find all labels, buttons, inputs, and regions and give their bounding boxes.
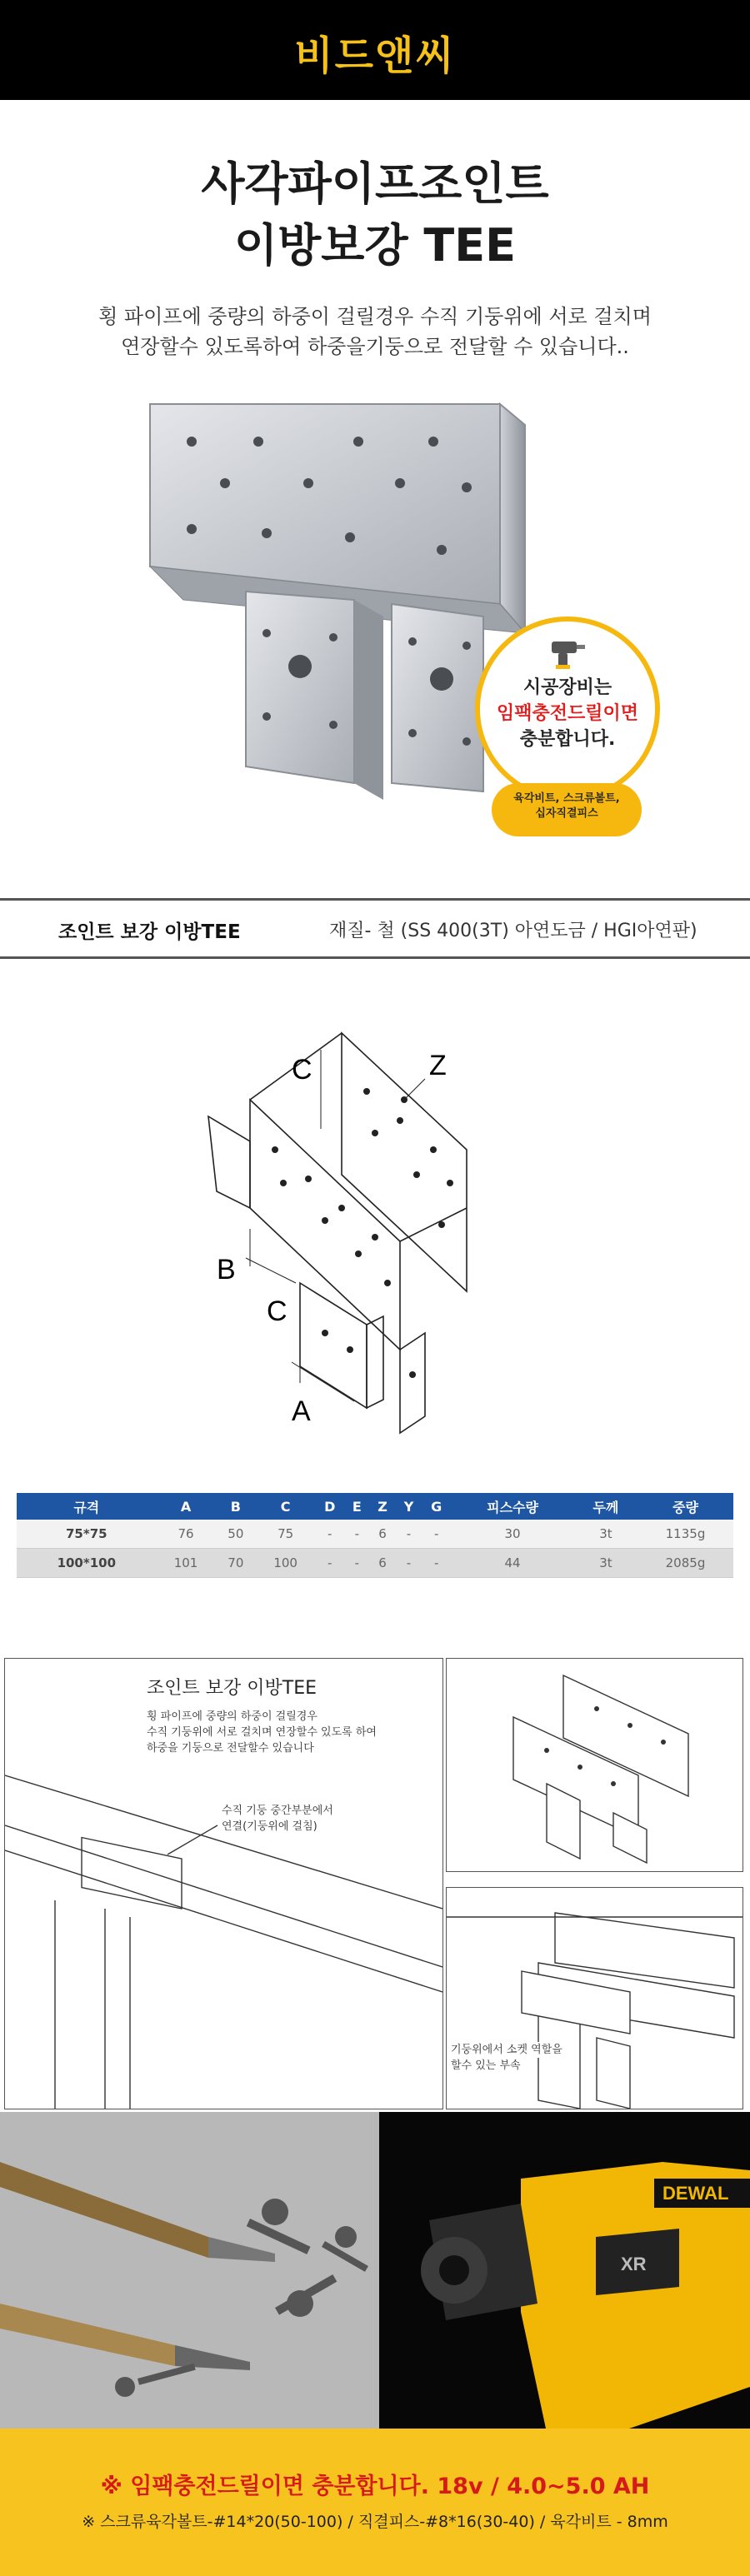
install-panel-part: [446, 1658, 743, 1872]
product-title-line1: 사각파이프조인트: [201, 157, 549, 210]
table-cell: 44: [451, 1549, 574, 1578]
impact-driver-photo: [379, 2112, 750, 2429]
table-cell: 70: [215, 1549, 256, 1578]
table-cell: -: [396, 1549, 422, 1578]
socket-sketch: [447, 1888, 742, 2109]
dim-label-c-top: C: [292, 1054, 312, 1086]
description-line1: 횡 파이프에 중량의 하중이 걸릴경우 수직 기둥위에 서로 걸치며: [98, 305, 652, 328]
install-text-1: 횡 파이프에 중량의 하중이 걸릴경우: [147, 1710, 318, 1723]
col-header: E: [344, 1493, 369, 1520]
description-line2: 연장할수 있도록하여 하중을기둥으로 전달할 수 있습니다..: [121, 335, 629, 358]
install-note-2a: 기둥위에서 소켓 역할을: [451, 2044, 562, 2056]
screws-photo: [0, 2112, 379, 2429]
col-header: G: [422, 1493, 451, 1520]
install-panel-socket: [446, 1887, 743, 2109]
table-row: [17, 1520, 733, 1549]
table-row: [17, 1549, 733, 1578]
badge-line1: 시공장비는: [522, 677, 612, 698]
col-header: Y: [396, 1493, 422, 1520]
table-cell: 6: [369, 1520, 395, 1549]
table-cell: -: [422, 1520, 451, 1549]
spec-product-name: 조인트 보강 이방TEE: [58, 921, 241, 943]
table-cell: 100: [256, 1549, 315, 1578]
install-note-1a: 수직 기둥 중간부분에서: [222, 1805, 333, 1817]
table-cell: -: [422, 1549, 451, 1578]
spec-divider-top: [0, 898, 750, 901]
spec-table: [17, 1493, 733, 1578]
dim-label-c-mid: C: [267, 1295, 288, 1327]
col-header: C: [256, 1493, 315, 1520]
col-header: 피스수량: [451, 1493, 574, 1520]
install-panel-title: 조인트 보강 이방TEE: [147, 1678, 317, 1699]
install-text-2: 수직 기둥위에 서로 걸치며 연장할수 있도록 하여: [147, 1726, 377, 1739]
table-cell: 1135g: [638, 1520, 733, 1549]
badge-sub1: 육각비트, 스크류볼트,: [513, 792, 620, 805]
col-header: 규격: [17, 1493, 157, 1520]
tool-badge: [475, 617, 660, 801]
dim-label-z: Z: [429, 1050, 447, 1081]
spec-table-header-row: [17, 1493, 733, 1520]
install-panel-main: [4, 1658, 443, 2109]
svg-text:DEWAL: DEWAL: [662, 2183, 729, 2204]
col-header: B: [215, 1493, 256, 1520]
drill-icon: [548, 637, 587, 670]
install-note-1b: 연결(기둥위에 걸침): [222, 1820, 318, 1833]
footer-banner: [0, 2429, 750, 2576]
badge-line3: 충분합니다.: [519, 729, 616, 750]
col-header: 두께: [574, 1493, 638, 1520]
table-cell: -: [344, 1520, 369, 1549]
install-note-2b: 할수 있는 부속: [451, 2059, 521, 2072]
table-cell: 2085g: [638, 1549, 733, 1578]
table-cell: 30: [451, 1520, 574, 1549]
table-cell: 76: [157, 1520, 216, 1549]
dim-label-b: B: [217, 1254, 236, 1286]
install-text-3: 하중을 기둥으로 전달할수 있습니다: [147, 1742, 314, 1755]
table-cell: 75*75: [17, 1520, 157, 1549]
dim-label-a: A: [292, 1395, 311, 1427]
brand-logo: 비드앤씨: [294, 32, 456, 79]
footer-line1: ※ 임팩충전드릴이면 충분합니다. 18v / 4.0~5.0 AH: [100, 2474, 650, 2499]
table-cell: 6: [369, 1549, 395, 1578]
col-header: A: [157, 1493, 216, 1520]
table-cell: -: [315, 1549, 344, 1578]
table-cell: -: [396, 1520, 422, 1549]
part-sketch: [447, 1659, 742, 1871]
table-cell: 3t: [574, 1549, 638, 1578]
spec-divider-bottom: [0, 956, 750, 959]
table-cell: -: [315, 1520, 344, 1549]
spec-material: 재질- 철 (SS 400(3T) 아연도금 / HGI아연판): [329, 921, 698, 941]
table-cell: 101: [157, 1549, 216, 1578]
table-cell: 50: [215, 1520, 256, 1549]
badge-subnote: [492, 783, 642, 836]
badge-line2: 임팩충전드릴이면: [496, 703, 639, 724]
col-header: D: [315, 1493, 344, 1520]
svg-text:XR: XR: [621, 2254, 647, 2274]
col-header: 중량: [638, 1493, 733, 1520]
table-cell: -: [344, 1549, 369, 1578]
footer-line2: ※ 스크류육각볼트-#14*20(50-100) / 직결피스-#8*16(30-40) / 육각비트 - 8mm: [82, 2513, 668, 2531]
col-header: Z: [369, 1493, 395, 1520]
product-title-line2: 이방보강 TEE: [233, 219, 517, 272]
table-cell: 75: [256, 1520, 315, 1549]
dimension-drawing: [167, 1016, 600, 1450]
badge-sub2: 십자직결피스: [535, 807, 598, 820]
table-cell: 3t: [574, 1520, 638, 1549]
table-cell: 100*100: [17, 1549, 157, 1578]
